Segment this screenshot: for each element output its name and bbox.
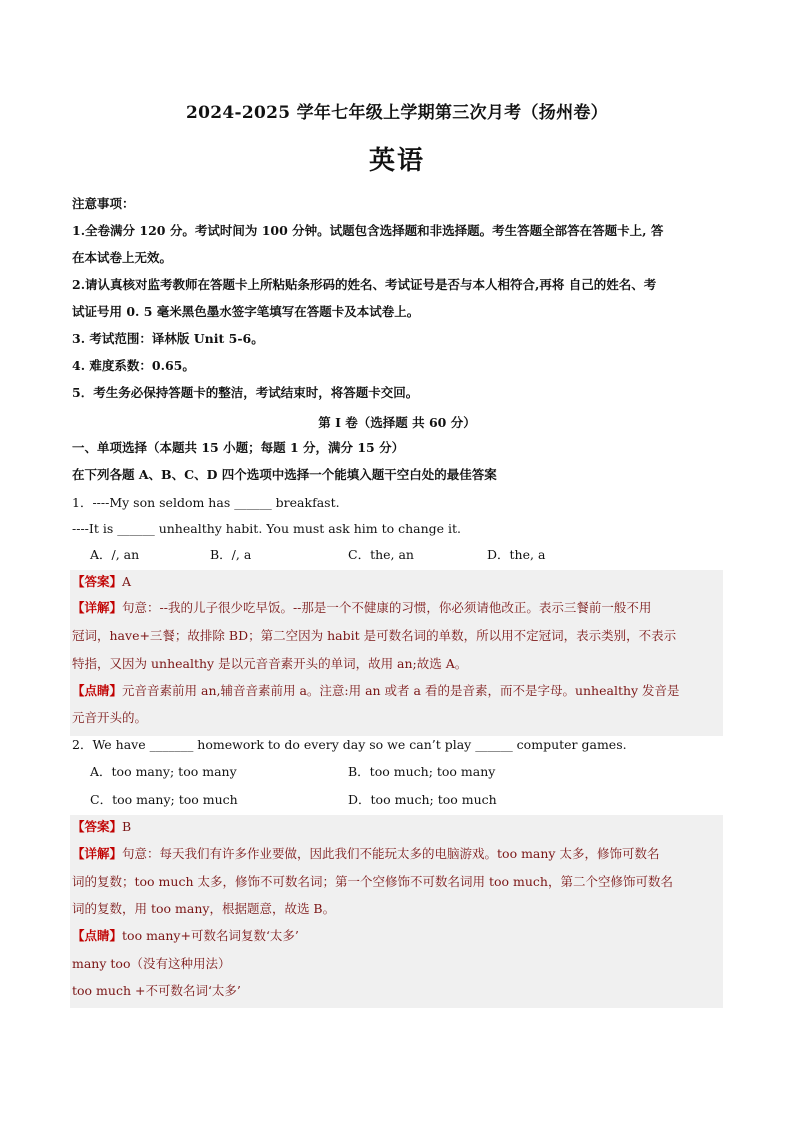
detail-text: 特指，又因为 unhealthy 是以元音音素开头的单词，故用 an;故选 A。 (72, 656, 468, 671)
option-c: C．the, an (348, 547, 414, 562)
detail-text: 词的复数，用 too many，根据题意，故选 B。 (72, 901, 336, 916)
notice-line: 2.请认真核对监考教师在答题卡上所粘贴条形码的姓名、考试证号是否与本人相符合,再将 自己的姓名、考 (72, 277, 657, 292)
option-b: B．too much; too many (348, 764, 496, 779)
part-heading: 一、单项选择（本题共 15 小题；每题 1 分，满分 15 分） (72, 440, 405, 455)
detail-text: 冠词，have+三餐；故排除 BD；第二空因为 habit 是可数名词的单数，所以用不定冠词，表示类别，不表示 (72, 628, 677, 643)
notice-line: 1.全卷满分 120 分。考试时间为 100 分钟。试题包含选择题和非选择题。考生答题全部答在答题卡上, 答 (72, 223, 664, 238)
notice-heading: 注意事项： (72, 196, 135, 211)
point-line (72, 928, 299, 944)
option-a: A．too many; too many (90, 764, 237, 779)
exam-title: 2024-2025 学年七年级上学期第三次月考（扬州卷） (185, 103, 608, 123)
detail-text: 句意：--我的儿子很少吃早饭。--那是一个不健康的习惯，你必须请他改正。表示三餐前一般不用 (122, 600, 652, 615)
notice-line: 4. 难度系数：0.65。 (72, 358, 195, 373)
detail-text: 词的复数；too much 太多，修饰不可数名词；第一个空修饰不可数名词用 too much，第二个空修饰可数名 (72, 874, 673, 889)
answer-tag: 【答案】 (72, 574, 123, 589)
point-tag: 【点睛】 (72, 928, 123, 943)
point-text: 元音音素前用 an,辅音音素前用 a。注意:用 an 或者 a 看的是音素，而不是字母。unhealthy 发音是 (122, 683, 680, 698)
option-a: A．/, an (90, 547, 140, 562)
question-stem: 1．----My son seldom has ______ breakfast. (72, 495, 340, 510)
detail-tag: 【详解】 (72, 846, 123, 861)
detail-tag: 【详解】 (72, 600, 123, 615)
option-c: C．too many; too much (90, 792, 238, 807)
answer-line (72, 819, 131, 835)
question-stem: 2．We have _______ homework to do every day so we can’t play ______ computer games. (72, 737, 627, 752)
point-tag: 【点睛】 (72, 683, 123, 698)
notice-line: 5．考生务必保持答题卡的整洁，考试结束时，将答题卡交回。 (72, 385, 419, 400)
point-line (72, 683, 680, 699)
detail-line (72, 846, 659, 862)
section-title: 第 I 卷（选择题 共 60 分） (318, 415, 476, 430)
part-instruction: 在下列各题 A、B、C、D 四个选项中选择一个能填入题干空白处的最佳答案 (72, 467, 497, 482)
notice-line: 在本试卷上无效。 (72, 250, 173, 265)
notice-line: 试证号用 0. 5 毫米黑色墨水签字笔填写在答题卡及本试卷上。 (72, 304, 420, 319)
answer-value: B (122, 819, 132, 834)
point-text: many too（没有这种用法） (72, 956, 231, 971)
option-b: B．/, a (210, 547, 252, 562)
point-text: 元音开头的。 (72, 710, 148, 725)
detail-line (72, 600, 651, 616)
answer-box (70, 570, 723, 736)
point-text: too many+可数名词复数‘太多’ (122, 928, 299, 943)
notice-line: 3. 考试范围：译林版 Unit 5-6。 (72, 331, 264, 346)
question-stem: ----It is ______ unhealthy habit. You must ask him to change it. (72, 521, 462, 536)
detail-text: 句意：每天我们有许多作业要做，因此我们不能玩太多的电脑游戏。too many 太多，修饰可数名 (122, 846, 660, 861)
answer-tag: 【答案】 (72, 819, 123, 834)
subject-title: 英语 (368, 146, 425, 176)
answer-line (72, 574, 131, 590)
point-text: too much +不可数名词‘太多’ (72, 983, 241, 998)
answer-value: A (122, 574, 132, 589)
option-d: D．too much; too much (348, 792, 497, 807)
option-d: D．the, a (487, 547, 546, 562)
